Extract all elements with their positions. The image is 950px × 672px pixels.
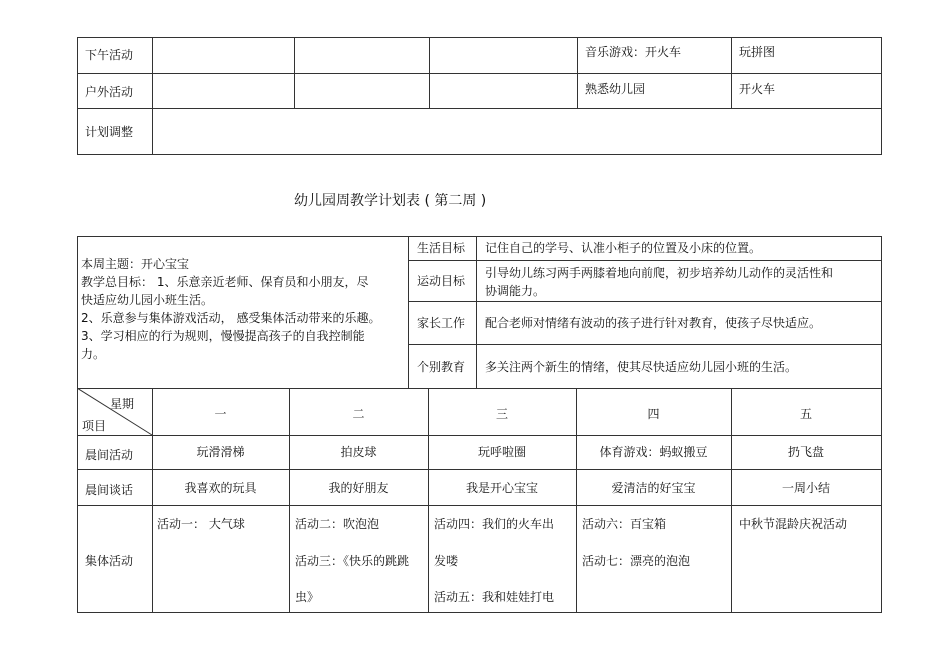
top-table-col-divider [294,37,295,109]
day-header-thu: 四 [647,407,660,421]
morning-activity-tue: 拍皮球 [340,445,377,459]
morning-activity-thu: 体育游戏：蚂蚁搬豆 [599,445,708,459]
info-border-right [881,236,882,389]
life-goal-text: 记住自己的学号、认准小柜子的位置及小床的位置。 [485,241,762,255]
sport-goal-label: 运动目标 [417,274,466,288]
schedule-border-right [881,388,882,613]
individual-education-label: 个别教育 [417,360,466,374]
afternoon-activity-fri: 玩拼图 [739,45,776,59]
group-activity-fri: 中秋节混龄庆祝活动 [739,517,848,531]
morning-activity-fri: 扔飞盘 [787,445,824,459]
group-activity-tue: 活动二：吹泡泡 [295,517,380,531]
info-border-left [77,236,78,389]
info-row-divider [408,301,882,302]
morning-talk-tue: 我的好朋友 [328,481,389,495]
parent-work-text: 配合老师对情绪有波动的孩子进行针对教育，使孩子尽快适应。 [485,316,822,330]
top-table-border-bottom [77,154,882,155]
group-activity-wed: 活动五：我和娃娃打电 [434,590,555,604]
group-activity-thu: 活动六：百宝箱 [582,517,667,531]
morning-talk-label: 晨间谈话 [85,483,134,497]
teaching-goals-line: 3、学习相应的行为规则，慢慢提高孩子的自我控制能 [81,329,365,343]
group-activity-wed: 发喽 [434,554,459,568]
teaching-goals-line: 力。 [81,347,106,361]
group-activity-mon: 活动一： 大气球 [157,517,245,531]
group-activity-thu: 活动七：漂亮的泡泡 [582,554,691,568]
teaching-goals-line: 快适应幼儿园小班生活。 [81,293,214,307]
info-row-divider [408,344,882,345]
parent-work-label: 家长工作 [417,316,466,330]
top-table-border-left [77,37,78,155]
day-header-mon: 一 [214,407,227,421]
outdoor-activity-thu: 熟悉幼儿园 [585,82,646,96]
plan-adjust-label: 计划调整 [85,125,134,139]
teaching-goals-line: 教学总目标： 1、乐意亲近老师、保育员和小朋友，尽 [81,275,369,289]
group-activity-wed: 活动四：我们的火车出 [434,517,555,531]
top-table-col-divider [429,37,430,109]
morning-activity-label: 晨间活动 [85,448,134,462]
info-row-divider [408,260,882,261]
top-table-col-divider [152,37,153,155]
outdoor-activity-label: 户外活动 [85,85,134,99]
morning-activity-wed: 玩呼啦圈 [477,445,526,459]
top-table-row-divider [77,73,882,74]
outdoor-activity-fri: 开火车 [739,82,776,96]
top-table-border-right [881,37,882,155]
top-table-border-top [77,37,882,38]
teaching-goals-line: 2、乐意参与集体游戏活动， 感受集体活动带来的乐趣。 [81,311,381,325]
top-table-col-divider [577,37,578,109]
morning-activity-mon: 玩滑滑梯 [196,445,245,459]
corner-item-label: 项目 [82,419,107,433]
page-title: 幼儿园周教学计划表 ( 第二周 ) [294,193,487,209]
top-table-row-divider [77,108,882,109]
group-activity-tue: 虫》 [295,590,320,604]
afternoon-activity-thu: 音乐游戏：开火车 [585,45,682,59]
schedule-border-bottom [77,612,882,613]
top-table-col-divider [731,37,732,109]
corner-weekday-label: 星期 [110,397,135,411]
info-col-divider [408,236,409,389]
info-border-top [77,236,882,237]
schedule-row-divider [77,469,882,470]
sport-goal-text: 引导幼儿练习两手两膝着地向前爬，初步培养幼儿动作的灵活性和 [485,266,834,280]
morning-talk-thu: 爱清洁的好宝宝 [611,481,696,495]
day-header-fri: 五 [799,407,812,421]
morning-talk-fri: 一周小结 [781,481,830,495]
schedule-row-divider [77,435,882,436]
individual-education-text: 多关注两个新生的情绪，使其尽快适应幼儿园小班的生活。 [485,360,798,374]
day-header-wed: 三 [495,407,508,421]
info-border-bottom [77,388,882,389]
schedule-row-divider [77,505,882,506]
info-col-divider [476,236,477,389]
group-activity-label: 集体活动 [85,554,134,568]
sport-goal-text: 协调能力。 [485,284,546,298]
group-activity-tue: 活动三：《快乐的跳跳 [295,554,410,568]
afternoon-activity-label: 下午活动 [85,48,134,62]
morning-talk-mon: 我喜欢的玩具 [184,481,257,495]
weekly-theme: 本周主题：开心宝宝 [81,257,190,271]
life-goal-label: 生活目标 [417,241,466,255]
morning-talk-wed: 我是开心宝宝 [465,481,538,495]
day-header-tue: 二 [352,407,365,421]
